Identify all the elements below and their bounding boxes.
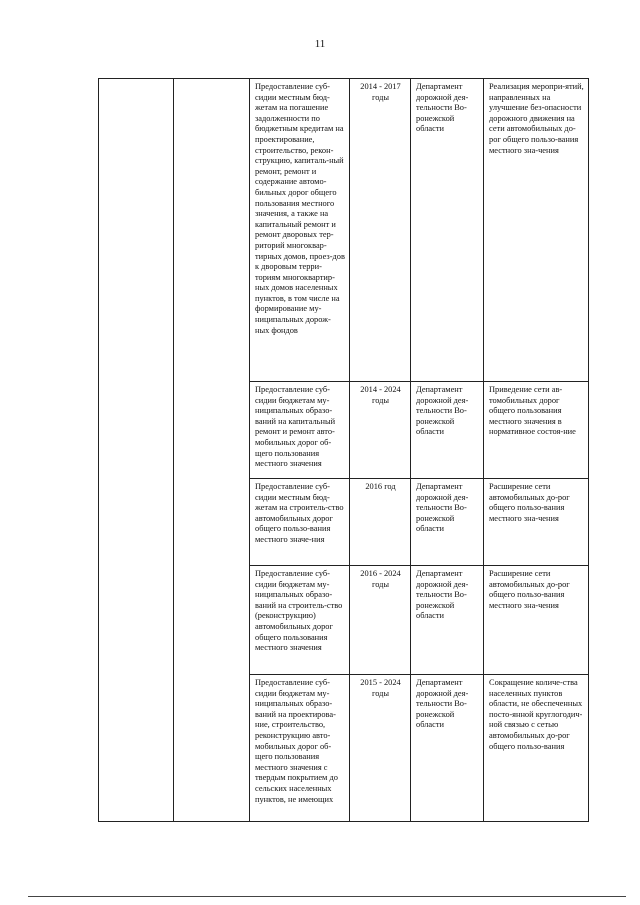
result-text: Сокращение количе-ства населенных пунктов области, не обеспеченных посто-янной круглогодич-ной связью с сетью автомобильных до-рог общего пользо-вания [489, 678, 583, 751]
executor-text: Департамент дорожной дея-тельности Во-ронежской области [416, 678, 469, 730]
result-cell [484, 79, 589, 382]
measure-text: Предоставление суб-сидии бюджетам му-ниципальных образо-ваний на проектирова-ние, строительство, реконструкцию авто-мобильных дорог об-щего пользования местного значения с твердым покрытием до сельских населенных пунктов, не имеющих [255, 678, 338, 804]
executor-cell [411, 566, 484, 675]
result-text: Реализация меропри-ятий, направленных на улучшение без-опасности дорожного движения на сети автомобильных до-рог общего пользо-вания местного зна-чения [489, 82, 584, 155]
period-cell [350, 675, 411, 822]
period-cell [350, 479, 411, 566]
executor-text: Департамент дорожной дея-тельности Во-ронежской области [416, 82, 469, 134]
result-cell [484, 566, 589, 675]
executor-cell [411, 382, 484, 479]
measure-text: Предоставление суб-сидии бюджетам му-ниципальных образо-ваний на капитальный ремонт и ремонт авто-мобильных дорог об-щего пользования местного значения [255, 385, 336, 469]
page-number: 11 [314, 38, 326, 50]
measure-cell [250, 382, 350, 479]
empty-cell [174, 79, 250, 822]
empty-cell [99, 79, 174, 822]
executor-cell [411, 675, 484, 822]
result-cell [484, 675, 589, 822]
period-text: 2016 - 2024 годы [360, 569, 401, 589]
measures-table [98, 78, 589, 822]
period-text: 2016 год [365, 482, 396, 491]
period-cell [350, 79, 411, 382]
executor-cell [411, 79, 484, 382]
measure-text: Предоставление суб-сидии местным бюд-жетам на погашение задолженности по бюджетным кредитам на проектирование, строительство, рекон-струкцию, капиталь-ный ремонт, ремонт и содержание автомо-бильных дорог общего пользования местного значения, а также на капитальный ремонт и ремонт дворовых тер-риторий многоквар-тирных домов, проез-дов к дворовым терри-ториям многоквартир-ных домов населенных пунктов, в том числе на формирование му-ниципальных дорож-ных фондов [255, 82, 345, 335]
executor-cell [411, 479, 484, 566]
table-row [99, 79, 589, 382]
period-text: 2014 - 2017 годы [360, 82, 401, 102]
measure-cell [250, 79, 350, 382]
result-text: Приведение сети ав-томобильных дорог общего пользования местного значения в нормативное состоя-ние [489, 385, 576, 437]
result-text: Расширение сети автомобильных до-рог общего пользо-вания местного зна-чения [489, 569, 570, 610]
measure-text: Предоставление суб-сидии бюджетам му-ниципальных образо-ваний на строитель-ство (реконструкцию) автомобильных дорог общего пользования местного значения [255, 569, 343, 653]
result-cell [484, 479, 589, 566]
period-text: 2015 - 2024 годы [360, 678, 401, 698]
measure-text: Предоставление суб-сидии местным бюд-жетам на строитель-ство автомобильных дорог общего пользо-вания местного значе-ния [255, 482, 344, 544]
measure-cell [250, 675, 350, 822]
result-cell [484, 382, 589, 479]
measure-cell [250, 566, 350, 675]
executor-text: Департамент дорожной дея-тельности Во-ронежской области [416, 385, 469, 437]
bottom-scan-edge-line [28, 896, 626, 897]
period-cell [350, 382, 411, 479]
period-text: 2014 - 2024 годы [360, 385, 401, 405]
executor-text: Департамент дорожной дея-тельности Во-ронежской области [416, 569, 469, 621]
result-text: Расширение сети автомобильных до-рог общего пользо-вания местного зна-чения [489, 482, 570, 523]
period-cell [350, 566, 411, 675]
measure-cell [250, 479, 350, 566]
executor-text: Департамент дорожной дея-тельности Во-ронежской области [416, 482, 469, 534]
